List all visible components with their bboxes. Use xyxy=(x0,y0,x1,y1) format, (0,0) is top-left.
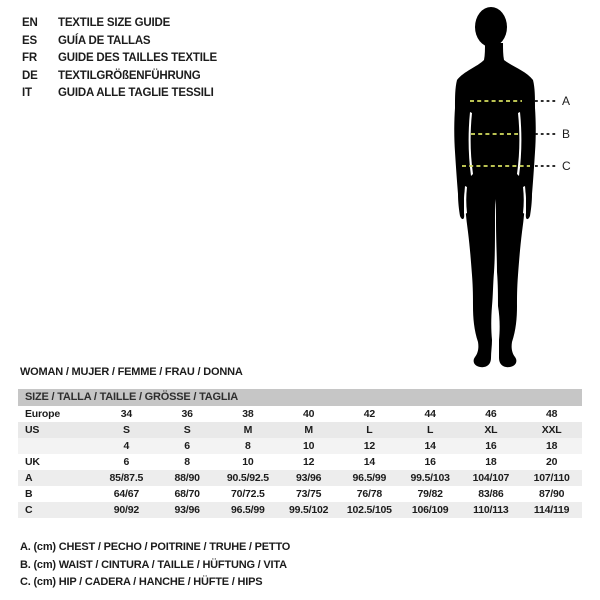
table-cell: 6 xyxy=(123,456,130,468)
table-cell: 46 xyxy=(485,408,497,420)
table-cell: 10 xyxy=(302,440,315,452)
silhouette-head xyxy=(475,7,507,47)
language-label: GUIDA ALLE TAGLIE TESSILI xyxy=(58,87,214,99)
language-code: FR xyxy=(22,52,37,64)
table-cell: 96.5/99 xyxy=(231,504,265,516)
table-cell: 83/86 xyxy=(478,488,504,500)
silhouette-body xyxy=(454,43,536,367)
table-cell: 106/109 xyxy=(411,504,449,516)
waist-label: B xyxy=(562,127,571,141)
table-cell: 12 xyxy=(302,456,315,468)
table-cell: 102.5/105 xyxy=(346,504,392,516)
table-cell: 93/96 xyxy=(174,504,200,516)
table-cell: 48 xyxy=(545,408,558,420)
table-row-waist xyxy=(18,486,582,502)
table-cell: 44 xyxy=(424,408,436,420)
table-cell: 20 xyxy=(545,456,558,468)
language-label: TEXTILE SIZE GUIDE xyxy=(58,17,171,29)
table-cell: 42 xyxy=(363,408,376,420)
table-cell: 79/82 xyxy=(417,488,443,500)
table-cell: S xyxy=(122,424,130,436)
size-table-header: SIZE / TALLA / TAILLE / GRÖSSE / TAGLIA xyxy=(18,389,582,406)
language-label: GUÍA DE TALLAS xyxy=(58,34,151,47)
row-label: A xyxy=(25,472,33,484)
row-label: Europe xyxy=(25,408,60,420)
woman-silhouette-graphic xyxy=(430,0,600,370)
table-row-us-numeric xyxy=(18,438,582,454)
language-code: EN xyxy=(22,17,38,29)
table-row-europe xyxy=(18,406,582,422)
language-code: IT xyxy=(22,87,32,99)
table-heading: WOMAN / MUJER / FEMME / FRAU / DONNA xyxy=(20,366,243,378)
measurement-figure xyxy=(430,0,600,370)
table-row-uk xyxy=(18,454,582,470)
table-cell: 14 xyxy=(363,456,376,468)
language-row-es xyxy=(22,33,217,51)
language-row-de xyxy=(22,68,217,86)
language-row-it xyxy=(22,85,217,103)
table-cell: 16 xyxy=(485,440,497,452)
language-label: GUIDE DES TAILLES TEXTILE xyxy=(58,52,217,64)
table-cell: 104/107 xyxy=(472,472,510,484)
table-cell: 6 xyxy=(184,440,190,452)
table-cell: L xyxy=(366,424,373,436)
table-row-chest xyxy=(18,470,582,486)
table-cell: XL xyxy=(484,424,498,436)
table-cell: 18 xyxy=(545,440,558,452)
language-code: ES xyxy=(22,34,37,47)
table-cell: 114/119 xyxy=(533,504,570,516)
table-cell: 96.5/99 xyxy=(352,472,387,484)
table-cell: 88/90 xyxy=(174,472,200,484)
language-label: TEXTILGRÖßENFÜHRUNG xyxy=(58,69,201,82)
table-cell: 107/110 xyxy=(533,472,570,484)
table-cell: S xyxy=(183,424,191,436)
table-cell: 12 xyxy=(363,440,376,452)
table-cell: 64/67 xyxy=(113,488,140,500)
table-cell: XXL xyxy=(541,424,562,436)
table-row-hip xyxy=(18,502,582,518)
table-cell: 8 xyxy=(184,456,190,468)
table-cell: 76/78 xyxy=(356,488,383,500)
table-cell: 90/92 xyxy=(113,504,140,516)
table-cell: 110/113 xyxy=(473,504,509,516)
table-cell: L xyxy=(427,424,434,436)
table-cell: 93/96 xyxy=(295,472,322,484)
table-cell: 40 xyxy=(302,408,315,420)
language-list xyxy=(22,15,217,103)
language-row-en xyxy=(22,15,217,33)
row-label xyxy=(18,438,96,454)
table-cell: 10 xyxy=(242,456,254,468)
row-label: US xyxy=(25,424,40,436)
table-cell: 18 xyxy=(485,456,497,468)
row-label: UK xyxy=(25,456,40,468)
legend-waist: B. (cm) WAIST / CINTURA / TAILLE / HÜFTUNG / VITA xyxy=(20,558,287,571)
language-row-fr xyxy=(22,50,217,68)
legend-chest: A. (cm) CHEST / PECHO / POITRINE / TRUHE / PETTO xyxy=(20,541,291,553)
table-row-us xyxy=(18,422,582,438)
measurement-legend xyxy=(20,539,290,592)
table-cell: 34 xyxy=(120,408,133,420)
table-cell: M xyxy=(304,424,313,436)
table-cell: 68/70 xyxy=(174,488,200,500)
table-cell: 4 xyxy=(123,440,130,452)
table-cell: 85/87.5 xyxy=(109,472,144,484)
table-cell: 70/72.5 xyxy=(231,488,265,500)
table-cell: 8 xyxy=(245,440,251,452)
table-cell: 36 xyxy=(181,408,193,420)
legend-hip: C. (cm) HIP / CADERA / HANCHE / HÜFTE / HIPS xyxy=(20,576,263,588)
table-cell: 16 xyxy=(424,456,436,468)
table-cell: M xyxy=(243,424,253,436)
table-cell: 73/75 xyxy=(295,488,322,500)
table-cell: 99.5/103 xyxy=(410,472,450,484)
table-cell: 38 xyxy=(242,408,254,420)
chest-label: A xyxy=(562,94,571,108)
row-label: C xyxy=(25,504,33,516)
row-label: B xyxy=(25,488,33,500)
table-cell: 87/90 xyxy=(538,488,565,500)
size-table xyxy=(18,389,582,518)
table-cell: 99.5/102 xyxy=(288,504,329,516)
table-cell: 90.5/92.5 xyxy=(226,472,269,484)
table-cell: 14 xyxy=(424,440,436,452)
hip-label: C xyxy=(562,159,571,173)
language-code: DE xyxy=(22,69,38,82)
